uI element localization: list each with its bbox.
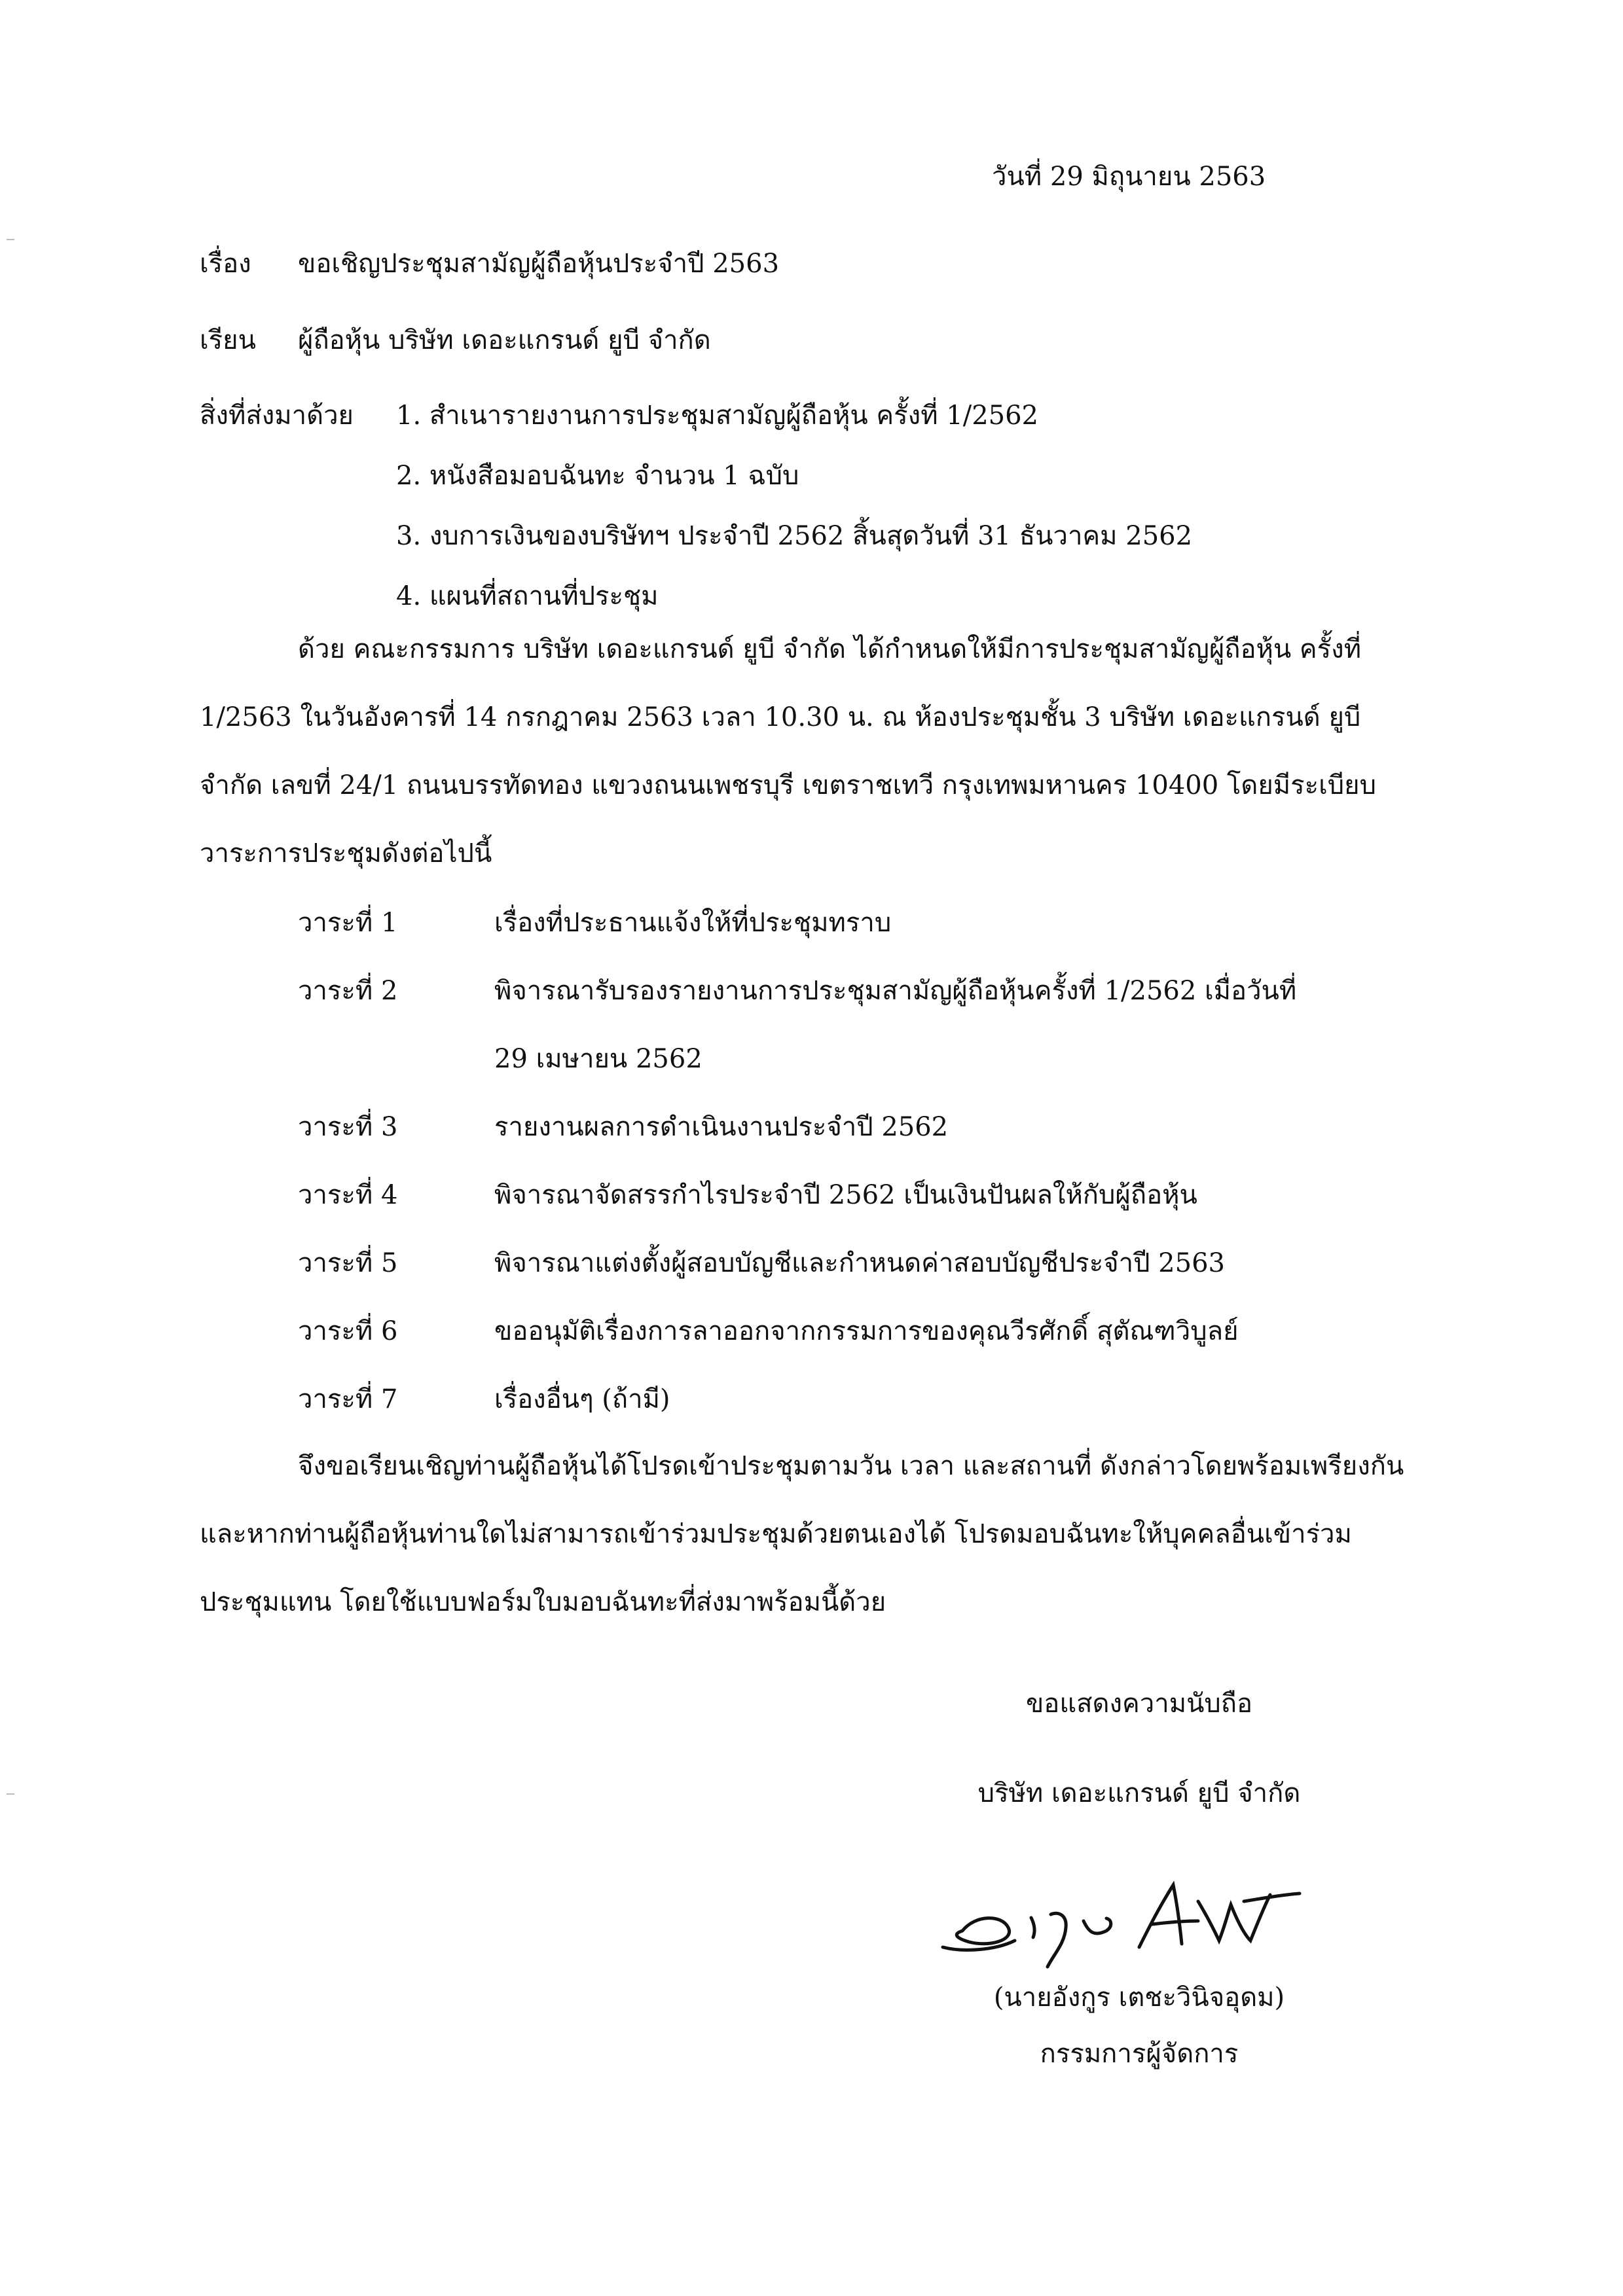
signer-name: (นายอังกูร เตชะวินิจอุดม) — [993, 1982, 1285, 2013]
agenda-item — [298, 1312, 1239, 1351]
agenda-text: พิจารณาจัดสรรกำไรประจำปี 2562 เป็นเงินปันผลให้กับผู้ถือหุ้น — [494, 1180, 1197, 1210]
agenda-item — [298, 1107, 948, 1147]
company-name: บริษัท เดอะแกรนด์ ยูบี จำกัด — [977, 1778, 1301, 1808]
intro-paragraph-line: วาระการประชุมดังต่อไปนี้ — [200, 838, 492, 869]
agenda-text: เรื่องที่ประธานแจ้งให้ที่ประชุมทราบ — [494, 908, 892, 938]
recipient-label: เรียน — [200, 325, 256, 355]
intro-paragraph-line: จำกัด เลขที่ 24/1 ถนนบรรทัดทอง แขวงถนนเพชรบุรี เขตราชเทวี กรุงเทพมหานคร 10400 โดยมีระเบียบ — [200, 770, 1377, 800]
signer-title: กรรมการผู้จัดการ — [1040, 2039, 1239, 2069]
agenda-label: วาระที่ 1 — [298, 908, 398, 938]
agenda-label: วาระที่ 6 — [298, 1316, 398, 1346]
recipient-text: ผู้ถือหุ้น บริษัท เดอะแกรนด์ ยูบี จำกัด — [298, 325, 711, 355]
enclosure-item: 1. สำเนารายงานการประชุมสามัญผู้ถือหุ้น ครั้งที่ 1/2562 — [396, 401, 1038, 431]
agenda-label: วาระที่ 2 — [298, 976, 398, 1006]
signature-image — [917, 1869, 1322, 1980]
closing-paragraph-line: และหากท่านผู้ถือหุ้นท่านใดไม่สามารถเข้าร่วมประชุมด้วยตนเองได้ โปรดมอบฉันทะให้บุคคลอื่นเข้าร่วม — [200, 1519, 1352, 1549]
agenda-label: วาระที่ 3 — [298, 1112, 398, 1142]
subject-text: ขอเชิญประชุมสามัญผู้ถือหุ้นประจำปี 2563 — [298, 249, 780, 279]
closing-paragraph-line: จึงขอเรียนเชิญท่านผู้ถือหุ้นได้โปรดเข้าประชุมตามวัน เวลา และสถานที่ ดังกล่าวโดยพร้อมเพรียงกัน — [298, 1451, 1404, 1481]
agenda-text-continued: 29 เมษายน 2562 — [494, 1044, 702, 1074]
agenda-item — [298, 903, 891, 942]
agenda-item — [298, 1175, 1197, 1215]
agenda-text: พิจารณาแต่งตั้งผู้สอบบัญชีและกำหนดค่าสอบบัญชีประจำปี 2563 — [494, 1248, 1225, 1278]
subject-label: เรื่อง — [200, 249, 251, 279]
agenda-text: เรื่องอื่นๆ (ถ้ามี) — [494, 1384, 670, 1414]
scan-edge-mark — [7, 1793, 14, 1795]
closing-paragraph-line: ประชุมแทน โดยใช้แบบฟอร์มใบมอบฉันทะที่ส่งมาพร้อมนี้ด้วย — [200, 1587, 886, 1617]
agenda-label: วาระที่ 5 — [298, 1248, 398, 1278]
agenda-text: ขออนุมัติเรื่องการลาออกจากกรรมการของคุณวีรศักดิ์ สุตัณฑวิบูลย์ — [494, 1316, 1239, 1346]
intro-paragraph-line: ด้วย คณะกรรมการ บริษัท เดอะแกรนด์ ยูบี จำกัด ได้กำหนดให้มีการประชุมสามัญผู้ถือหุ้น ครั้งที่ — [298, 634, 1362, 664]
agenda-item — [298, 1244, 1225, 1283]
scan-edge-mark — [7, 239, 14, 240]
enclosure-item: 2. หนังสือมอบฉันทะ จำนวน 1 ฉบับ — [396, 461, 799, 491]
enclosure-item: 3. งบการเงินของบริษัทฯ ประจำปี 2562 สิ้นสุดวันที่ 31 ธันวาคม 2562 — [396, 521, 1193, 551]
regards-text: ขอแสดงความนับถือ — [1025, 1689, 1253, 1719]
agenda-label: วาระที่ 7 — [298, 1384, 398, 1414]
letter-date: วันที่ 29 มิถุนายน 2563 — [992, 162, 1266, 192]
enclosures-label: สิ่งที่ส่งมาด้วย — [200, 401, 354, 431]
agenda-text: รายงานผลการดำเนินงานประจำปี 2562 — [494, 1112, 949, 1142]
enclosure-item: 4. แผนที่สถานที่ประชุม — [396, 581, 659, 611]
agenda-item — [298, 1380, 670, 1419]
agenda-item — [298, 971, 1296, 1011]
agenda-text: พิจารณารับรองรายงานการประชุมสามัญผู้ถือหุ้นครั้งที่ 1/2562 เมื่อวันที่ — [494, 976, 1297, 1006]
intro-paragraph-line: 1/2563 ในวันอังคารที่ 14 กรกฎาคม 2563 เวลา 10.30 น. ณ ห้องประชุมชั้น 3 บริษัท เดอะแกรนด์ ยูบี — [200, 702, 1361, 732]
agenda-label: วาระที่ 4 — [298, 1180, 398, 1210]
